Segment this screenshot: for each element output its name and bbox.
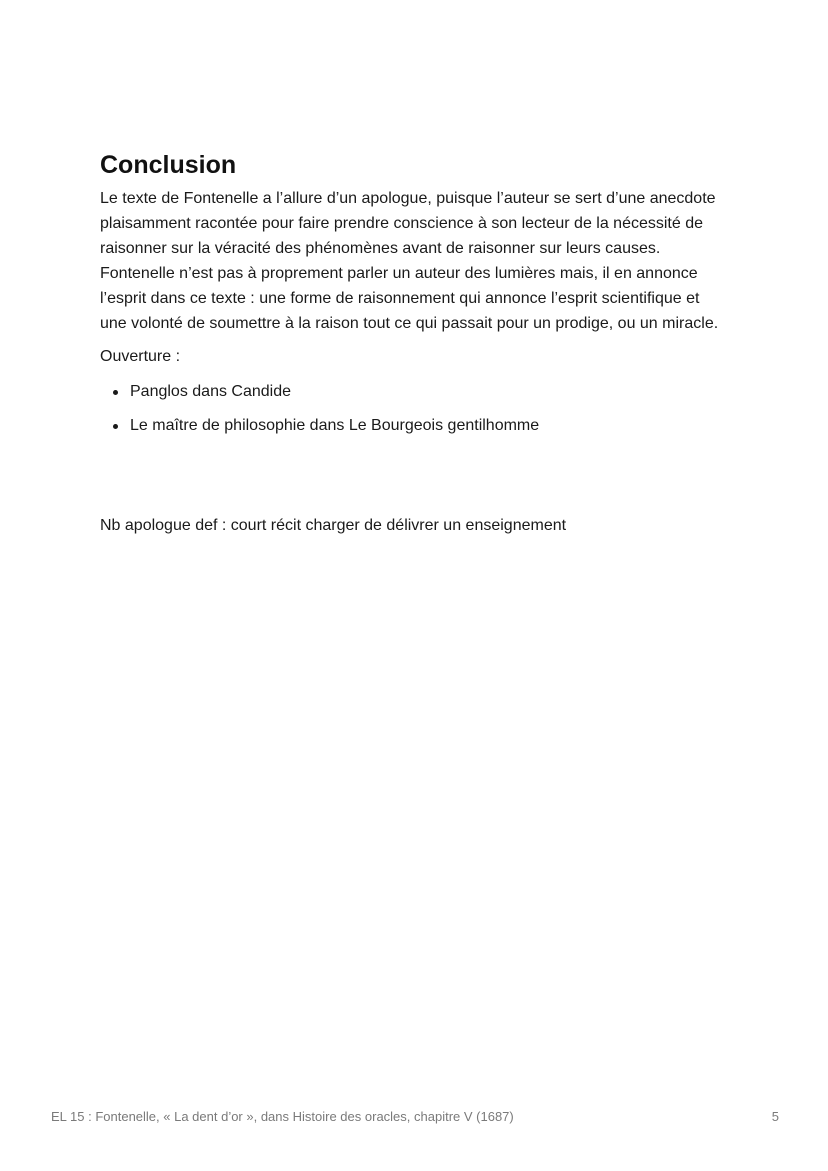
list-item: [100, 379, 730, 404]
ouverture-label: Ouverture :: [100, 348, 181, 365]
conclusion-paragraph: Le texte de Fontenelle a l’allure d’un apologue, puisque l’auteur se sert d’une anecdote plaisamment racontée pour faire prendre conscience à son lecteur de la nécessité de raisonner sur la véracité des phénomènes avant de raisonner sur leurs causes. Fontenelle n’est pas à proprement parler un auteur des lumières mais, il en annonce l’esprit dans ce texte : une forme de raisonnement qui annonce l’esprit scientifique et une volonté de soumettre à la raison tout ce qui passait pour un prodige, ou un miracle.: [100, 190, 719, 332]
page-number: 5: [771, 1109, 779, 1124]
list-item-text: Panglos dans Candide: [130, 383, 292, 400]
footer-title: EL 15 : Fontenelle, « La dent d’or », dans Histoire des oracles, chapitre V (1687): [51, 1109, 514, 1124]
document-body: [100, 150, 730, 538]
ouverture-list: [100, 379, 730, 438]
list-item-text: Le maître de philosophie dans Le Bourgeois gentilhomme: [130, 417, 540, 434]
section-heading: Conclusion: [100, 151, 237, 179]
bullet-icon: [113, 424, 118, 429]
bullet-icon: [113, 390, 118, 395]
list-item: [100, 413, 730, 438]
definition-note: Nb apologue def : court récit charger de délivrer un enseignement: [100, 517, 567, 534]
